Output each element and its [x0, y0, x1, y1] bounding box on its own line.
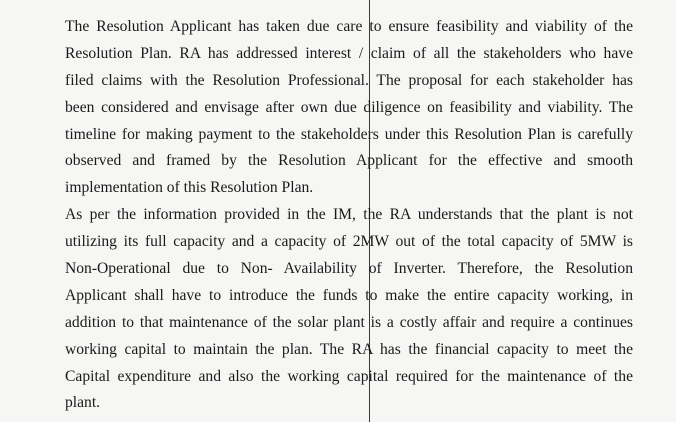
text-line: filed claims with the Resolution Professional. The proposal for each stakeholder has	[65, 71, 633, 89]
text-line: Resolution Plan. RA has addressed interest / claim of all the stakeholders who have	[65, 44, 633, 62]
text-line: Applicant shall have to introduce the funds to make the entire capacity working, in	[65, 286, 633, 304]
text-line: implementation of this Resolution Plan.	[65, 179, 314, 197]
text-line: plant.	[65, 394, 101, 412]
text-line: timeline for making payment to the stakeholders under this Resolution Plan is carefully	[65, 125, 633, 143]
text-line: observed and framed by the Resolution Applicant for the effective and smooth	[65, 152, 633, 170]
text-line: utilizing its full capacity and a capacity of 2MW out of the total capacity of 5MW is	[65, 233, 633, 251]
text-line: addition to that maintenance of the solar plant is a costly affair and require a continues	[65, 313, 633, 331]
text-line: The Resolution Applicant has taken due care to ensure feasibility and viability of the	[65, 18, 633, 35]
text-line: Capital expenditure and also the working capital required for the maintenance of the	[65, 367, 633, 385]
document-body	[65, 14, 633, 417]
text-line: working capital to maintain the plan. The RA has the financial capacity to meet the	[65, 340, 633, 358]
text-line: As per the information provided in the IM, the RA understands that the plant is not	[65, 206, 633, 224]
text-line: been considered and envisage after own due diligence on feasibility and viability. The	[65, 98, 633, 116]
paragraph-feasibility	[65, 14, 633, 202]
text-line: Non-Operational due to Non- Availability of Inverter. Therefore, the Resolution	[65, 260, 633, 278]
paragraph-capacity	[65, 202, 633, 417]
